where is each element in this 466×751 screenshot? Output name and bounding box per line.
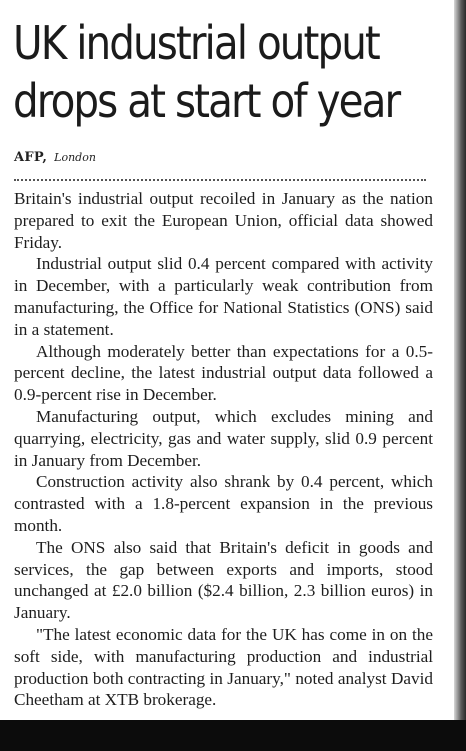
article-paragraph-2: Industrial output slid 0.4 percent compared with activity in December, with a particularly weak contribution from manufacturing, the Office for National Statistics (ONS) said in a statement. xyxy=(14,254,433,339)
byline xyxy=(14,148,96,167)
byline-location: London xyxy=(54,151,96,164)
page-edge-shadow xyxy=(454,0,466,720)
article-paragraph-6: The ONS also said that Britain's deficit in goods and services, the gap between exports and imports, stood unchanged at £2.0 billion ($2.4 billion, 2.3 billion euros) in January. xyxy=(14,537,433,623)
bottom-dark-band xyxy=(0,720,466,751)
article-paragraph-1: Britain's industrial output recoiled in January as the nation prepared to exit the European Union, official data showed Friday. xyxy=(14,189,433,252)
article-body xyxy=(14,188,433,711)
headline-line-1: UK industrial output xyxy=(13,16,379,70)
article-paragraph-3: Although moderately better than expectations for a 0.5-percent decline, the latest industrial output data followed a 0.9-percent rise in December. xyxy=(14,341,433,405)
byline-agency: AFP, xyxy=(14,150,48,165)
article-paragraph-5: Construction activity also shrank by 0.4 percent, which contrasted with a 1.8-percent expansion in the previous month. xyxy=(14,472,433,535)
headline-line-2: drops at start of year xyxy=(13,74,400,128)
article-paragraph-7: "The latest economic data for the UK has come in on the soft side, with manufacturing production and industrial production both contracting in January," noted analyst David Cheetham at XTB brokerage. xyxy=(14,624,433,710)
dotted-divider xyxy=(14,179,426,181)
article-paragraph-4: Manufacturing output, which excludes mining and quarrying, electricity, gas and water supply, slid 0.9 percent in January from December. xyxy=(14,406,433,470)
headline xyxy=(13,14,400,130)
